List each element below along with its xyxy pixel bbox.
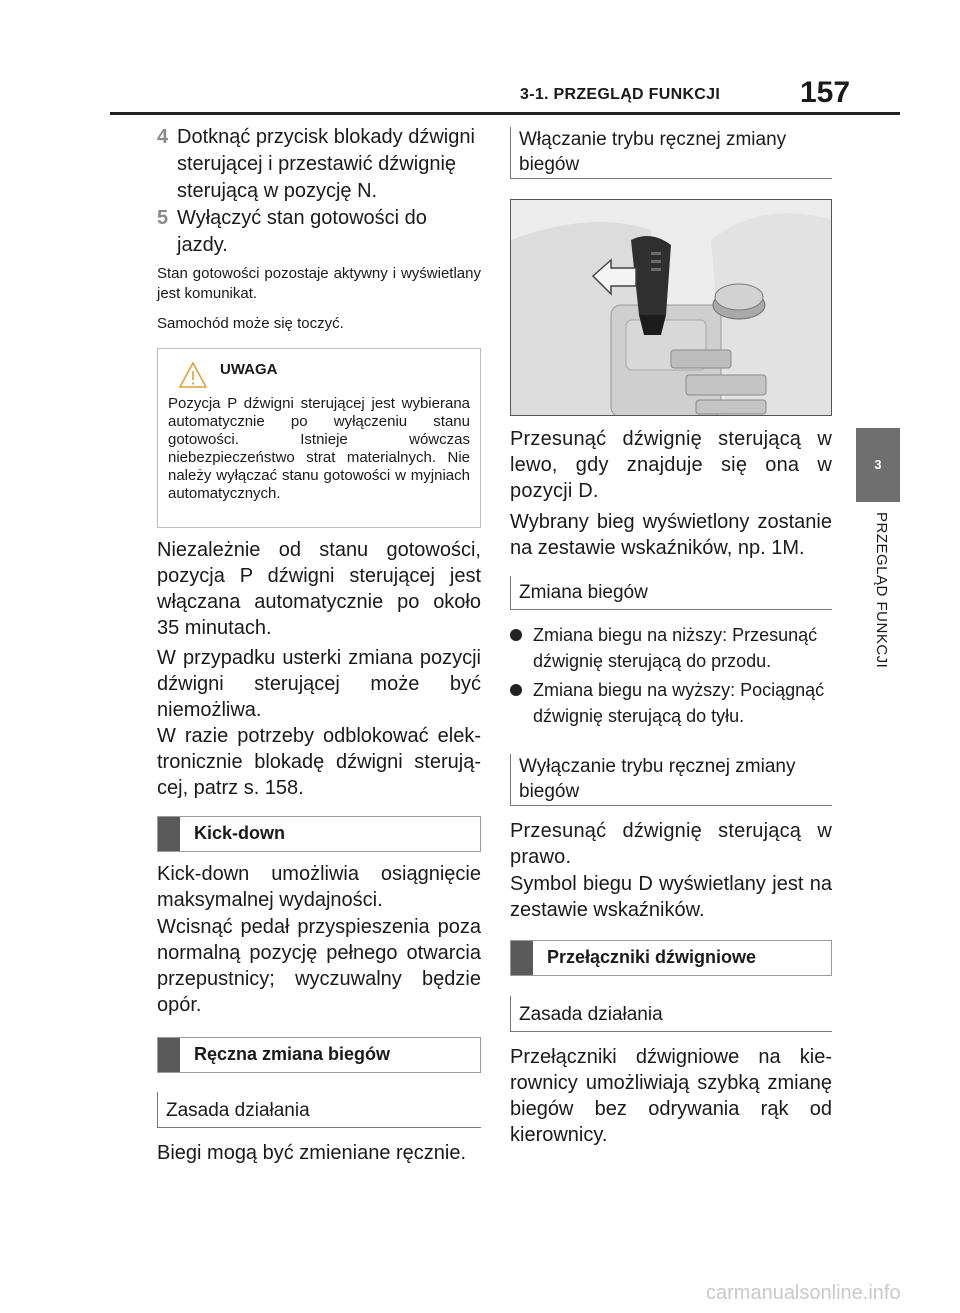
heading-manual-shift <box>157 1037 481 1073</box>
bullet-text: Zmiana biegu na niższy: Przesunąć dźwignię sterującą do przodu. <box>533 625 818 671</box>
warning-triangle-icon <box>178 361 208 389</box>
section-title: 3-1. PRZEGLĄD FUNKCJI <box>520 86 721 103</box>
gear-lever-illustration <box>511 200 832 416</box>
step-number: 5 <box>157 207 169 229</box>
heading-paddles <box>510 940 832 976</box>
paragraph-manual: Biegi mogą być zmieniane ręcznie. <box>157 1142 467 1164</box>
subheading-disable-manual: Wyłączanie trybu ręcznej zmiany biegów <box>510 754 832 806</box>
heading-label: Kick-down <box>194 823 286 843</box>
step-5 <box>157 205 481 259</box>
note-ready-state: Stan gotowości pozostaje aktywny i wyświetlany jest komunikat. <box>157 265 481 302</box>
paragraph-kickdown-2: Wcisnąć pedał przyspieszenia poza normalną pozycję pełnego otwarcia przepustnicy; wyczuwalny będzie opór. <box>157 916 481 1016</box>
warning-text: Pozycja P dźwigni sterującej jest wybierana automatycznie po wyłączeniu stanu gotowości. Istnieje wówczas niebezpieczeństwo strat materialnych. Nie należy wyłączać stanu gotowości w myjniach automatycznych. <box>168 395 470 502</box>
paragraph-park-auto: Niezależnie od stanu gotowości, pozycja P dźwigni sterującej jest włączana automatycznie po około 35 minutach. <box>157 539 481 639</box>
paragraph-malfunction: W przypadku usterki zmiana pozycji dźwigni sterującej może być niemożliwa. <box>157 647 481 721</box>
chapter-tab[interactable]: 3 <box>856 428 900 502</box>
warning-box <box>157 348 481 528</box>
gear-selector-photo <box>510 199 832 416</box>
bullet-upshift <box>510 677 832 729</box>
paragraph-kickdown-1: Kick-down umożliwia osiągnięcie maksymalnej wydajności. <box>157 863 481 911</box>
bullet-downshift <box>510 622 832 674</box>
paragraph-d-symbol: Symbol biegu D wyświetlany jest na zestawie wskaźników. <box>510 873 832 921</box>
warning-title: UWAGA <box>220 361 278 378</box>
paragraph-move-left: Przesunąć dźwignię sterującą w lewo, gdy znajduje się ona w pozycji D. <box>510 428 832 502</box>
paragraph-gear-display: Wybrany bieg wyświetlony zostanie na zestawie wskaźników, np. 1M. <box>510 511 832 559</box>
subheading-gear-change: Zmiana biegów <box>510 576 832 610</box>
step-number: 4 <box>157 126 169 148</box>
paragraph-paddles: Przełączniki dźwigniowe na kierownicy umożliwiają szybką zmianę biegów bez odrywania rąk od kierownicy. <box>510 1046 832 1146</box>
heading-label: Ręczna zmiana biegów <box>194 1044 391 1064</box>
subheading-principle: Zasada działania <box>157 1092 481 1128</box>
heading-bar <box>158 1038 180 1072</box>
heading-bar <box>511 941 533 975</box>
page-number: 157 <box>800 76 851 109</box>
paragraph-unlock: W razie potrzeby odblokować elektronicznie blokadę dźwigni sterującej, patrz s. 158. <box>157 725 481 799</box>
subheading-enable-manual: Włączanie trybu ręcznej zmiany biegów <box>510 127 832 179</box>
heading-kickdown <box>157 816 481 852</box>
step-text: Wyłączyć stan gotowości do jazdy. <box>177 207 427 256</box>
header-divider <box>110 112 900 115</box>
heading-bar <box>158 817 180 851</box>
watermark: carmanualsonline.info <box>706 1282 901 1304</box>
bullet-dot <box>510 629 522 641</box>
bullet-text: Zmiana biegu na wyższy: Pociągnąć dźwignię sterującą do tyłu. <box>533 680 825 726</box>
chapter-label: PRZEGLĄD FUNKCJI <box>873 512 890 669</box>
step-text: Dotknąć przycisk blokady dźwigni sterującej i przestawić dźwignię sterującą w pozycję N. <box>177 126 475 202</box>
bullet-dot <box>510 684 522 696</box>
note-rolling: Samochód może się toczyć. <box>157 315 344 332</box>
paragraph-move-right: Przesunąć dźwignię sterującą w prawo. <box>510 820 832 868</box>
heading-label: Przełączniki dźwigniowe <box>547 947 757 967</box>
subheading-paddles-principle: Zasada działania <box>510 996 832 1032</box>
step-4 <box>157 124 481 205</box>
